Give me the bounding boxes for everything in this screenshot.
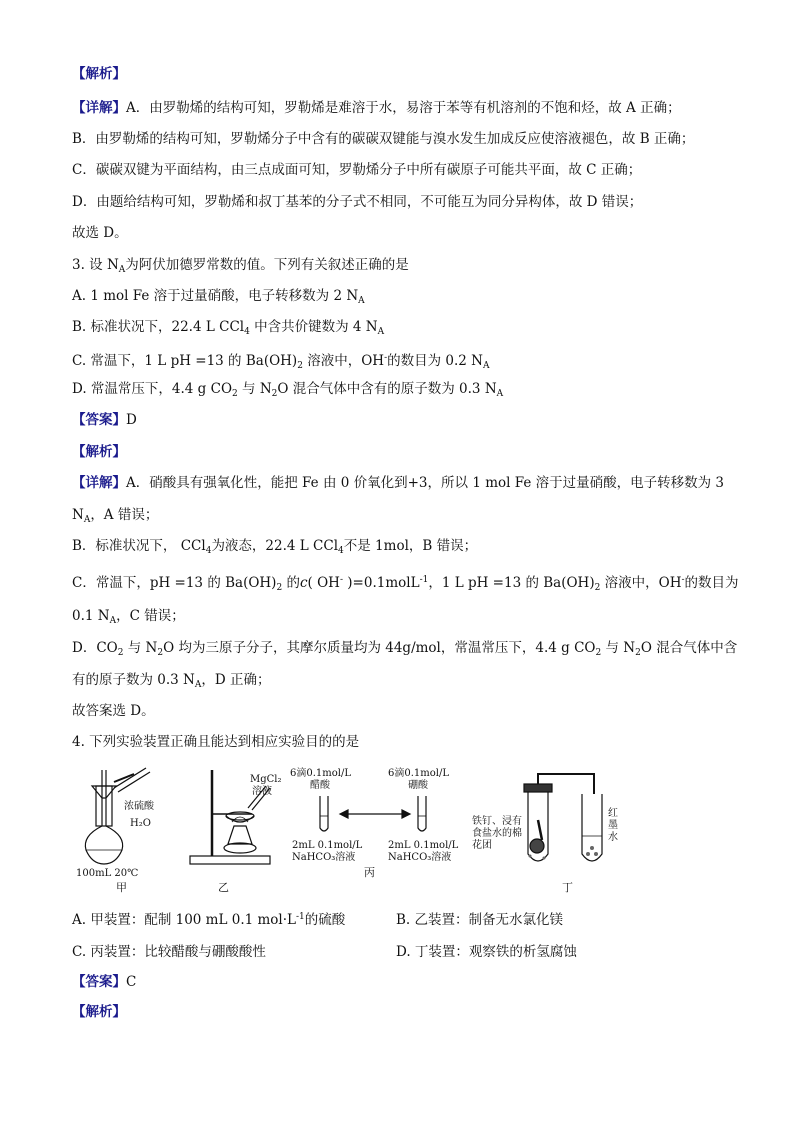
bing-left-drops: 6滴0.1mol/L <box>290 768 351 779</box>
q3-explain-d-cont: 有的原子数为 0.3 $N_A$，D 正确； <box>72 672 271 690</box>
q3-explain-b: B．标准状况下， CCl$_4$为液态，22.4 L CCl$_4$不是 1mol，B 错误； <box>72 538 478 556</box>
q4-option-d: D. 丁装置：观察铁的析氢腐蚀 <box>396 944 577 960</box>
q3-stem: 3. 设 $N_A$为阿伏加德罗常数的值。下列有关叙述正确的是 <box>72 257 409 275</box>
q3-conclusion: 故答案选 D。 <box>72 703 155 719</box>
s1-explain-d: D．由题给结构可知，罗勒烯和叔丁基苯的分子式不相同，不可能互为同分异构体，故 D 错误； <box>72 194 643 210</box>
q3-explain-a: 【详解】A．硝酸具有强氧化性，能把 Fe 由 0 价氧化到+3，所以 1 mol Fe 溶于过量硝酸，电子转移数为 3 <box>72 475 725 491</box>
bing-left-volume: 2mL 0.1mol/L <box>292 840 363 851</box>
yi-caption: 乙 <box>218 881 229 894</box>
ding-left-label-2: 食盐水的棉 <box>472 828 522 839</box>
ding-right-label-1: 红 <box>608 808 618 819</box>
ding-left-label-3: 花团 <box>472 840 492 851</box>
q3-explain-a-cont: $N_A$，A 错误； <box>72 507 159 525</box>
bing-caption: 丙 <box>364 866 375 879</box>
ding-left-label-1: 铁钉、浸有 <box>472 816 522 827</box>
bing-right-solution: NaHCO₃溶液 <box>388 852 452 863</box>
jia-flask-label: 100mL 20℃ <box>76 868 139 879</box>
jia-acid-label: 浓硫酸 <box>124 801 154 812</box>
bing-left-acid: 醋酸 <box>310 780 330 791</box>
bing-left-tube <box>320 796 328 831</box>
q4-answer: 【答案】C <box>72 974 137 990</box>
q4-option-a: A. 甲装置：配制 100 mL 0.1 $mol\cdot L^{-1}$的硫酸 <box>72 912 346 928</box>
q3-jiexi-heading: 【解析】 <box>72 444 126 460</box>
bing-right-drops: 6滴0.1mol/L <box>388 768 449 779</box>
apparatus-ding <box>524 774 602 861</box>
q4-option-c: C. 丙装置：比较醋酸与硼酸酸性 <box>72 944 266 960</box>
q3-option-c: C. 常温下，1 L pH =13 的 $Ba(OH)_2$ 溶液中，OH-的数目为 0.2 $N_A$ <box>72 353 490 371</box>
bing-left-solution: NaHCO₃溶液 <box>292 852 356 863</box>
jia-caption: 甲 <box>116 881 127 894</box>
yi-solution-label: 溶液 <box>252 786 272 797</box>
q3-option-d: D. 常温常压下，4.4 g $CO_2$ 与 $N_2O$ 混合气体中含有的原子数为 0.3 $N_A$ <box>72 381 504 399</box>
q3-explain-d: D．$CO_2$ 与 $N_2O$ 均为三原子分子，其摩尔质量均为 44g/mol，常温常压下，4.4 g $CO_2$ 与 $N_2O$ 混合气体中含 <box>72 640 738 658</box>
q3-answer: 【答案】D <box>72 412 137 428</box>
q3-option-b: B. 标准状况下，22.4 L CCl$_4$ 中含共价键数为 4 $N_A$ <box>72 319 385 337</box>
q4-option-b: B. 乙装置：制备无水氯化镁 <box>396 912 564 928</box>
s1-conclusion: 故选 D。 <box>72 225 128 241</box>
s1-explain-a: 【详解】A．由罗勒烯的结构可知，罗勒烯是难溶于水，易溶于苯等有机溶剂的不饱和烃，故 A 正确； <box>72 100 681 116</box>
apparatus-figure <box>72 764 632 894</box>
q3-option-a: A. 1 mol Fe 溶于过量硝酸，电子转移数为 2 $N_A$ <box>72 288 365 306</box>
yi-salt-label: MgCl₂ <box>250 774 282 785</box>
s1-explain-b: B．由罗勒烯的结构可知，罗勒烯分子中含有的碳碳双键能与溴水发生加成反应使溶液褪色，故 B 正确； <box>72 131 695 147</box>
ding-right-label-3: 水 <box>608 832 618 843</box>
jiexi-heading: 【解析】 <box>72 66 126 82</box>
s1-explain-c: C．碳碳双键为平面结构，由三点成面可知，罗勒烯分子中所有碳原子可能共平面，故 C 正确； <box>72 162 642 178</box>
ding-caption: 丁 <box>562 881 573 894</box>
q3-explain-c: C．常温下，pH =13 的 $Ba(OH)_2$ 的c( OH- )=0.1molL$^{-1}$，1 L pH =13 的 $Ba(OH)_2$ 溶液中，OH-的数目为 <box>72 575 739 593</box>
q4-jiexi-heading: 【解析】 <box>72 1004 126 1020</box>
ding-right-label-2: 墨 <box>608 820 618 831</box>
q4-stem: 4. 下列实验装置正确且能达到相应实验目的的是 <box>72 734 360 750</box>
bing-arrow <box>340 810 410 818</box>
apparatus-jia <box>85 768 150 864</box>
q3-explain-c-cont: 0.1 $N_A$，C 错误； <box>72 608 185 626</box>
bing-right-volume: 2mL 0.1mol/L <box>388 840 459 851</box>
bing-right-tube <box>418 796 426 831</box>
jia-water-label: H₂O <box>130 818 151 829</box>
bing-right-acid: 硼酸 <box>408 780 428 791</box>
